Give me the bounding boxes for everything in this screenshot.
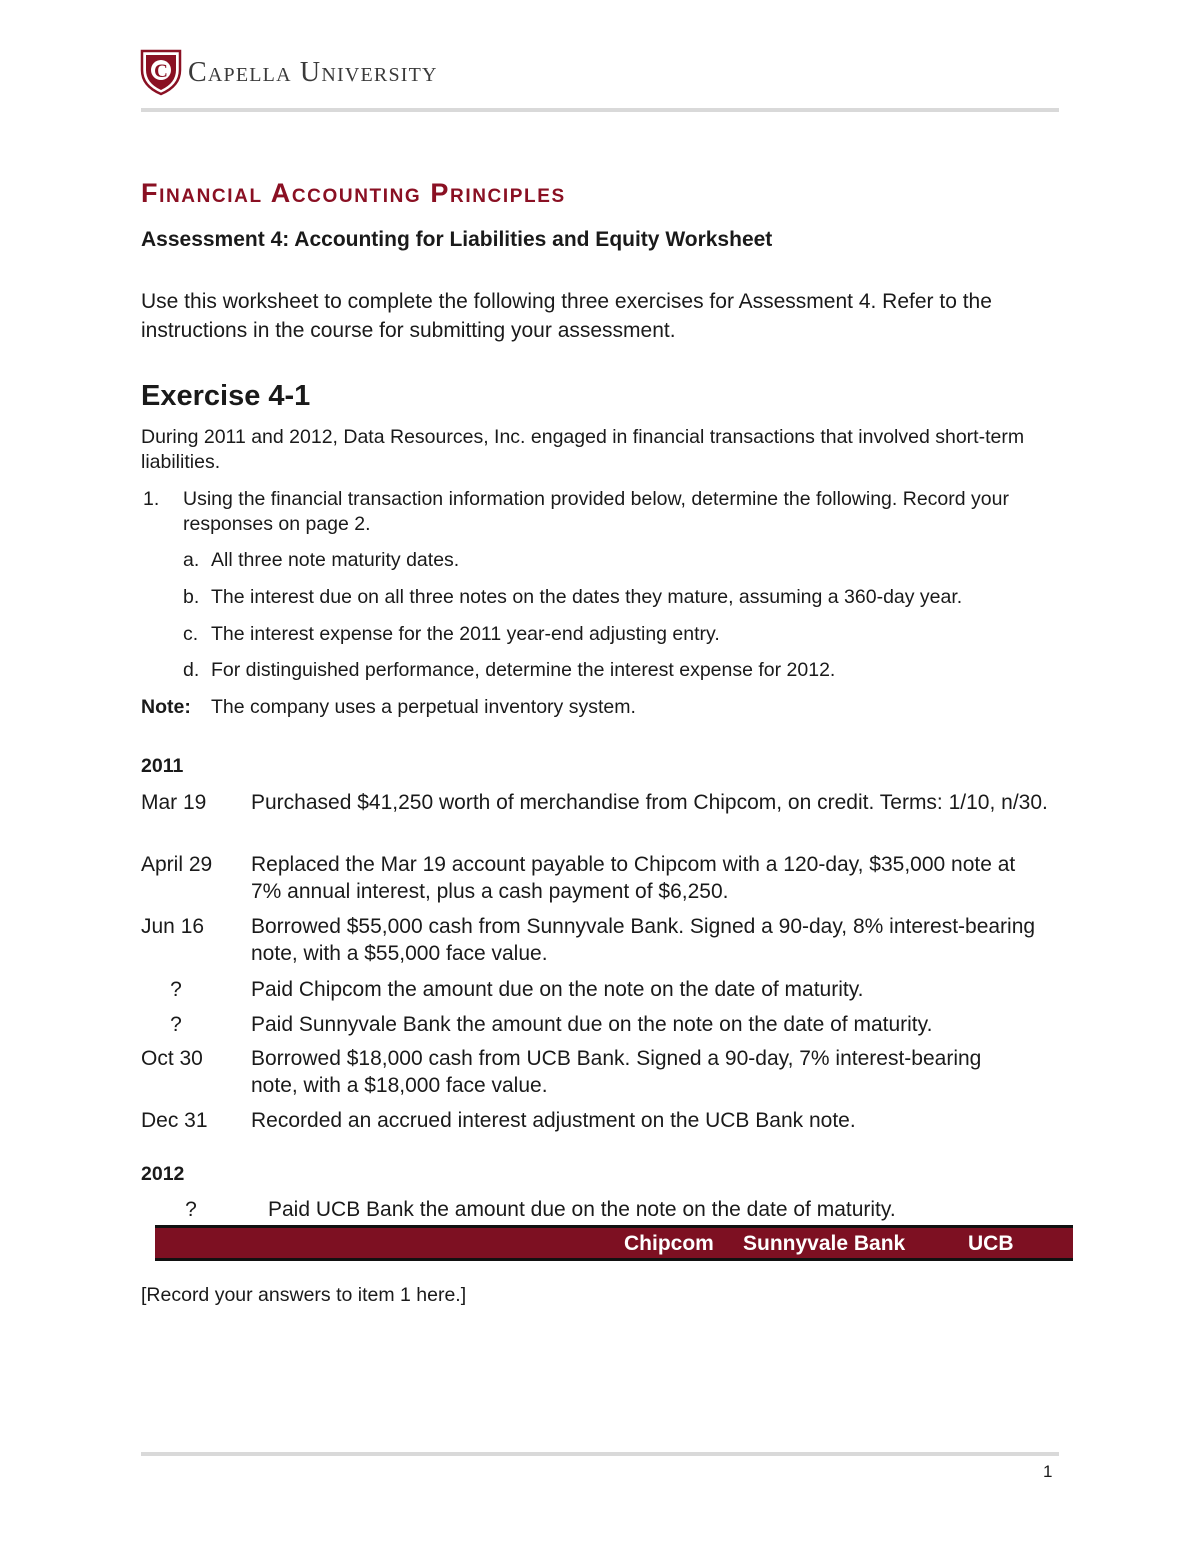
year-heading-2011: 2011 (141, 755, 184, 777)
transaction-description: Paid UCB Bank the amount due on the note on the date of maturity. (268, 1198, 896, 1221)
question-number: 1. (143, 488, 160, 510)
transaction-date: ? (185, 1198, 197, 1221)
header-divider (141, 108, 1059, 112)
sub-item: d. For distinguished performance, determine the interest expense for 2012. (183, 659, 836, 681)
transaction-description: Paid Chipcom the amount due on the note on the date of maturity. (251, 978, 864, 1001)
transaction-date: Dec 31 (141, 1109, 208, 1132)
transaction-description: Paid Sunnyvale Bank the amount due on the note on the date of maturity. (251, 1013, 933, 1036)
course-title: Financial Accounting Principles (141, 178, 566, 208)
assessment-subtitle: Assessment 4: Accounting for Liabilities and Equity Worksheet (141, 228, 773, 251)
transaction-description: Purchased $41,250 worth of merchandise from Chipcom, on credit. Terms: 1/10, n/30. (251, 791, 1048, 814)
answer-table-header (155, 1225, 1073, 1261)
page-number: 1 (1043, 1462, 1053, 1481)
note: Note: The company uses a perpetual inventory system. (141, 696, 636, 718)
sub-item: c. The interest expense for the 2011 year-end adjusting entry. (183, 623, 720, 645)
transaction-date: Mar 19 (141, 791, 207, 814)
transaction-description: Borrowed $55,000 cash from Sunnyvale Bank. Signed a 90-day, 8% interest-bearing note, with a $55,000 face value. (251, 915, 1036, 965)
transaction-date: Jun 16 (141, 915, 205, 938)
sub-item: b. The interest due on all three notes on the dates they mature, assuming a 360-day year. (183, 586, 963, 608)
year-heading-2012: 2012 (141, 1163, 185, 1185)
logo-letter: C (154, 61, 168, 82)
record-answers-prompt: [Record your answers to item 1 here.] (141, 1284, 467, 1306)
column-header-sunnyvale: Sunnyvale Bank (743, 1232, 906, 1255)
transaction-description: Borrowed $18,000 cash from UCB Bank. Signed a 90-day, 7% interest-bearing note, with a $18,000 face value. (251, 1047, 982, 1097)
question-text: Using the financial transaction information provided below, determine the following. Record your responses on page 2. (183, 488, 1009, 535)
column-header-chipcom: Chipcom (624, 1232, 714, 1255)
transaction-description: Recorded an accrued interest adjustment on the UCB Bank note. (251, 1109, 856, 1132)
exercise-intro: During 2011 and 2012, Data Resources, Inc. engaged in financial transactions that involved short-term liabilities. (141, 426, 1025, 473)
sub-item: a. All three note maturity dates. (183, 549, 460, 571)
worksheet-intro: Use this worksheet to complete the following three exercises for Assessment 4. Refer to the instructions in the course for submitting your assessment. (141, 290, 992, 342)
transaction-date: ? (170, 978, 182, 1001)
transaction-date: ? (170, 1013, 182, 1036)
brand-name: Capella University (188, 57, 438, 88)
transaction-description: Replaced the Mar 19 account payable to Chipcom with a 120-day, $35,000 note at 7% annual interest, plus a cash payment of $6,250. (251, 853, 1016, 903)
exercise-title: Exercise 4-1 (141, 380, 311, 412)
footer-divider (141, 1452, 1059, 1456)
transaction-date: Oct 30 (141, 1047, 203, 1070)
column-header-ucb: UCB (968, 1232, 1014, 1255)
capella-shield-logo (140, 48, 182, 96)
transaction-date: April 29 (141, 853, 213, 876)
